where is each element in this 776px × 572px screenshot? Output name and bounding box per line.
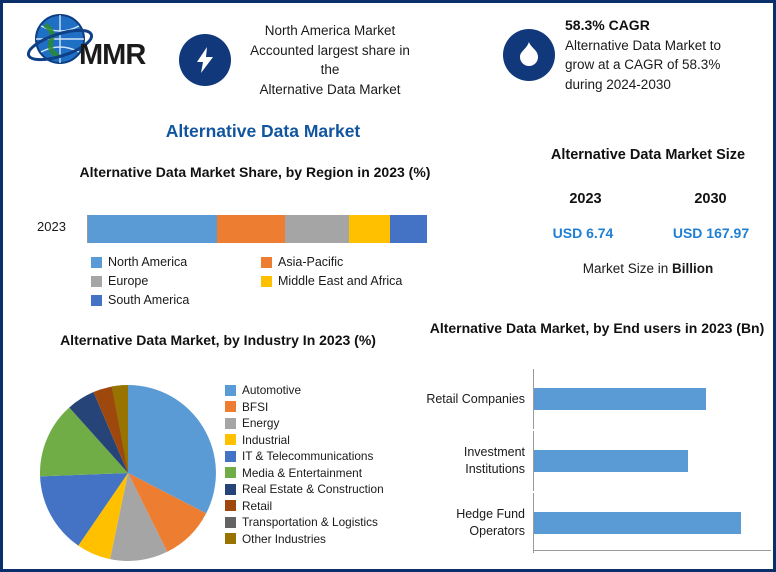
header (3, 3, 773, 103)
legend-item-south-america (91, 293, 261, 307)
industry-chart-title: Alternative Data Market, by Industry In 2023 (%) (60, 332, 376, 348)
industry-chart-legend (225, 383, 384, 548)
legend-item-automotive (225, 383, 384, 397)
header-highlight-region (179, 21, 419, 99)
legend-swatch-icon (261, 257, 272, 268)
header-cagr-line-2: grow at a CAGR of 58.3% (565, 57, 721, 73)
end-users-category-label: Retail Companies (426, 391, 525, 406)
region-segment-middle-east-africa (349, 215, 390, 243)
legend-label: BFSI (242, 399, 269, 414)
end-users-axis-line (533, 550, 771, 551)
header-cagr-text (565, 15, 721, 94)
region-chart-tick-2023: 2023 (37, 219, 66, 234)
legend-label: Retail (242, 498, 273, 513)
page-title: Alternative Data Market (165, 121, 361, 141)
header-region-line-2: Accounted largest share in the (250, 42, 410, 78)
legend-swatch-icon (91, 276, 102, 287)
brand-logo (17, 9, 177, 85)
legend-swatch-icon (225, 484, 236, 495)
legend-label: Europe (108, 274, 149, 288)
legend-swatch-icon (225, 401, 236, 412)
legend-swatch-icon (225, 418, 236, 429)
end-users-row-retail-companies (421, 369, 771, 429)
legend-label: North America (108, 255, 188, 269)
market-size-footer-unit: Billion (672, 261, 714, 276)
flame-icon (503, 29, 555, 81)
end-users-bar-chart (421, 369, 771, 559)
end-users-category-label (421, 506, 533, 540)
region-stacked-bar (87, 215, 427, 243)
end-users-category-text: Hedge Fund Operators (456, 507, 525, 538)
end-users-chart-title: Alternative Data Market, by End users in 2023 (Bn) (429, 320, 765, 336)
legend-item-it-telecom (225, 449, 384, 463)
header-cagr-line-3: during 2024-2030 (565, 76, 671, 92)
legend-row (91, 293, 511, 307)
legend-label: Energy (242, 416, 280, 430)
end-users-bar-track (533, 431, 771, 491)
legend-swatch-icon (225, 385, 236, 396)
region-segment-asia-pacific (217, 215, 285, 243)
legend-item-industrial (225, 433, 384, 447)
legend-item-middle-east-africa (261, 274, 402, 288)
region-chart-legend (91, 255, 511, 312)
header-highlight-cagr (503, 15, 771, 94)
legend-row (91, 274, 511, 288)
legend-label: Transportation & Logistics (242, 515, 378, 529)
legend-swatch-icon (225, 451, 236, 462)
legend-item-bfsi (225, 400, 384, 414)
legend-label: Middle East and Africa (278, 274, 403, 288)
end-users-category-text: Investment Institutions (463, 445, 525, 476)
legend-swatch-icon (91, 257, 102, 268)
header-region-line-3: Alternative Data Market (259, 81, 401, 97)
legend-item-north-america (91, 255, 261, 269)
legend-item-media-entertainment (225, 466, 384, 480)
legend-label: Industrial (242, 432, 290, 447)
legend-item-transportation-logistics (225, 515, 384, 529)
end-users-rows (421, 369, 771, 559)
end-users-bar (534, 388, 706, 410)
header-region-text (241, 21, 419, 99)
legend-label: Asia-Pacific (278, 255, 344, 269)
legend-swatch-icon (225, 467, 236, 478)
legend-label: Media & Entertainment (242, 465, 362, 480)
market-size-title: Alternative Data Market Size (550, 147, 746, 163)
market-size-footer (523, 261, 773, 276)
region-segment-europe (285, 215, 349, 243)
legend-swatch-icon (261, 276, 272, 287)
market-size-year-2030: 2030 (694, 191, 727, 207)
end-users-category-label (421, 444, 533, 478)
legend-swatch-icon (225, 533, 236, 544)
market-size-values (519, 225, 775, 241)
legend-item-energy (225, 416, 384, 430)
end-users-bar-track (533, 369, 771, 429)
legend-item-real-estate-construction (225, 482, 384, 496)
legend-label: Other Industries (242, 531, 326, 546)
market-size-footer-prefix: Market Size in (582, 261, 673, 276)
end-users-row-investment-institutions (421, 431, 771, 491)
region-segment-south-america (390, 215, 427, 243)
end-users-bar (534, 512, 741, 534)
end-users-bar (534, 450, 688, 472)
legend-label: South America (108, 293, 190, 307)
legend-swatch-icon (225, 434, 236, 445)
legend-swatch-icon (225, 517, 236, 528)
brand-name: MMR (79, 39, 146, 71)
region-segment-north-america (88, 215, 217, 243)
header-cagr-headline: 58.3% CAGR (565, 17, 650, 33)
industry-pie-chart (38, 383, 218, 563)
header-region-line-1: North America Market (264, 23, 396, 38)
end-users-bar-track (533, 493, 771, 553)
header-cagr-line-1: Alternative Data Market to (565, 37, 722, 53)
legend-row (91, 255, 511, 269)
legend-label: Automotive (242, 383, 302, 397)
legend-item-asia-pacific (261, 255, 343, 269)
region-chart-title: Alternative Data Market Share, by Region in 2023 (%) (79, 164, 431, 180)
market-size-value-2030: USD 167.97 (672, 225, 750, 241)
legend-label: IT & Telecommunications (242, 449, 374, 463)
legend-swatch-icon (91, 295, 102, 306)
lightning-bolt-icon (179, 34, 231, 86)
market-size-value-2023: USD 6.74 (552, 225, 614, 241)
legend-label: Real Estate & Construction (242, 482, 384, 496)
legend-item-europe (91, 274, 261, 288)
market-size-year-2023: 2023 (569, 191, 602, 207)
legend-item-other-industries (225, 532, 384, 546)
end-users-row-hedge-fund-operators (421, 493, 771, 553)
market-size-years (523, 191, 773, 207)
legend-swatch-icon (225, 500, 236, 511)
legend-item-retail (225, 499, 384, 513)
